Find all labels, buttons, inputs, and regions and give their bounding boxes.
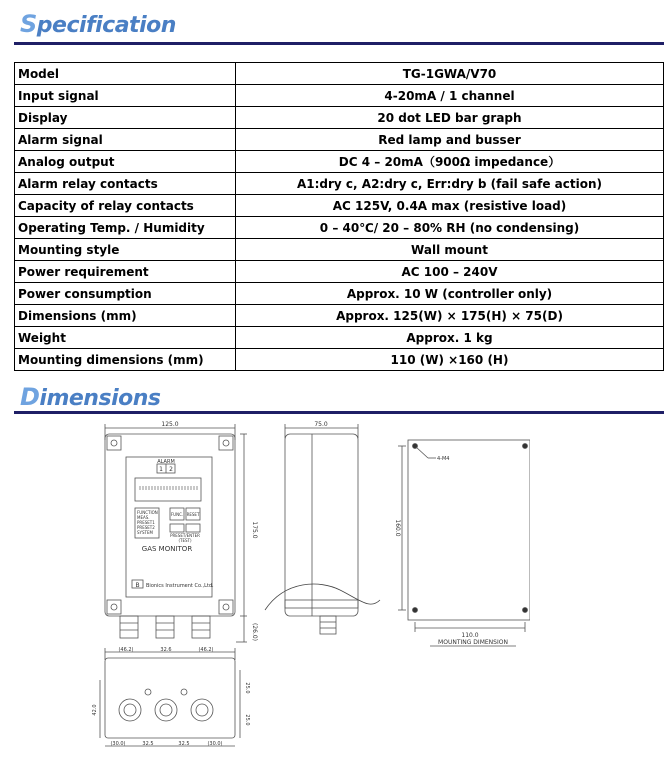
spec-label: Power consumption — [15, 283, 236, 305]
bottom-dim-top-1: 32.6 — [160, 647, 172, 653]
gas-monitor-label: GAS MONITOR — [141, 545, 193, 553]
spec-row — [15, 85, 664, 107]
spec-label: Model — [15, 63, 236, 85]
spec-title — [20, 10, 176, 38]
spec-label: Mounting dimensions (mm) — [15, 349, 236, 371]
function-line-0: FUNCTION — [137, 510, 158, 515]
spec-value: 110 (W) ×160 (H) — [236, 349, 664, 371]
mount-screw-label: 4-M4 — [437, 456, 450, 462]
side-view — [265, 424, 380, 634]
test-label: (TEST) — [178, 538, 192, 543]
spec-label: Alarm signal — [15, 129, 236, 151]
bottom-right-top-label: 25.0 — [244, 682, 250, 694]
bottom-dim-top-0: (46.2) — [118, 647, 134, 653]
spec-value: Wall mount — [236, 239, 664, 261]
spec-value: A1:dry c, A2:dry c, Err:dry b (fail safe action) — [236, 173, 664, 195]
spec-value: 4-20mA / 1 channel — [236, 85, 664, 107]
bottom-left-label: 42.0 — [92, 704, 98, 716]
spec-value: AC 125V, 0.4A max (resistive load) — [236, 195, 664, 217]
bottom-dim-bottom-3: (30.0) — [207, 741, 223, 747]
spec-label: Mounting style — [15, 239, 236, 261]
dimensions-title — [20, 383, 160, 411]
spec-value: Approx. 1 kg — [236, 327, 664, 349]
maker-label: Bionics Instrument Co.,Ltd. — [146, 583, 214, 589]
spec-label: Display — [15, 107, 236, 129]
spec-row — [15, 239, 664, 261]
function-line-4: SYSTEM — [137, 530, 153, 535]
spec-title-rule — [14, 42, 664, 45]
spec-label: Weight — [15, 327, 236, 349]
spec-label: Power requirement — [15, 261, 236, 283]
bottom-dim-top-2: (46.2) — [198, 647, 214, 653]
function-line-2: PRESET1 — [137, 520, 155, 525]
spec-table — [14, 62, 664, 371]
mounting-outline — [408, 440, 530, 620]
bottom-view — [100, 648, 240, 746]
dimensions-title-rest: imensions — [39, 386, 161, 411]
spec-label: Alarm relay contacts — [15, 173, 236, 195]
spec-row — [15, 107, 664, 129]
side-enclosure — [285, 434, 358, 616]
spec-title-rest: pecification — [36, 13, 176, 38]
spec-value: AC 100 – 240V — [236, 261, 664, 283]
spec-row — [15, 261, 664, 283]
spec-row — [15, 173, 664, 195]
bottom-dim-bottom-2: 32.5 — [178, 741, 190, 747]
mount-width-label: 110.0 — [461, 632, 479, 639]
spec-value: Approx. 10 W (controller only) — [236, 283, 664, 305]
mount-caption: MOUNTING DIMENSION — [438, 639, 508, 646]
spec-row — [15, 283, 664, 305]
spec-value: Red lamp and busser — [236, 129, 664, 151]
spec-row — [15, 349, 664, 371]
dimension-drawing — [90, 420, 530, 760]
spec-row — [15, 327, 664, 349]
front-bottom-label: (26.0) — [251, 622, 258, 642]
alarm-2-label: 2 — [169, 466, 173, 473]
spec-title-initial: S — [20, 10, 37, 38]
dimensions-title-initial: D — [20, 383, 40, 411]
spec-value: DC 4 – 20mA（900Ω impedance） — [236, 151, 664, 173]
mounting-view — [398, 440, 530, 646]
function-line-1: MEAS. — [137, 515, 150, 520]
preset-label: PRESET/ENTER — [170, 533, 200, 538]
spec-label: Input signal — [15, 85, 236, 107]
bottom-dim-bottom-1: 32.5 — [142, 741, 154, 747]
spec-row — [15, 151, 664, 173]
spec-label: Analog output — [15, 151, 236, 173]
spec-label: Capacity of relay contacts — [15, 195, 236, 217]
bottom-dim-bottom-0: (30.0) — [110, 741, 126, 747]
bottom-enclosure — [105, 658, 235, 738]
reset-button-label: RESET — [186, 512, 200, 517]
spec-row — [15, 305, 664, 327]
func-button-label: FUNC. — [170, 512, 184, 517]
spec-label: Dimensions (mm) — [15, 305, 236, 327]
spec-value: 20 dot LED bar graph — [236, 107, 664, 129]
function-line-3: PRESET2 — [137, 525, 155, 530]
bottom-right-bottom-label: 25.0 — [244, 714, 250, 726]
spec-label: Operating Temp. / Humidity — [15, 217, 236, 239]
spec-row — [15, 129, 664, 151]
spec-row — [15, 63, 664, 85]
alarm-label: ALARM — [157, 459, 175, 465]
mount-height-label: 160.0 — [394, 519, 401, 537]
spec-value: TG-1GWA/V70 — [236, 63, 664, 85]
dimensions-title-rule — [14, 411, 664, 414]
side-depth-label: 75.0 — [314, 421, 328, 428]
spec-value: Approx. 125(W) × 175(H) × 75(D) — [236, 305, 664, 327]
maker-logo: B — [135, 582, 140, 589]
spec-row — [15, 195, 664, 217]
front-width-label: 125.0 — [161, 421, 179, 428]
spec-row — [15, 217, 664, 239]
alarm-1-label: 1 — [159, 466, 163, 473]
spec-value: 0 – 40℃/ 20 – 80% RH (no condensing) — [236, 217, 664, 239]
front-height-label: 175.0 — [251, 521, 258, 539]
